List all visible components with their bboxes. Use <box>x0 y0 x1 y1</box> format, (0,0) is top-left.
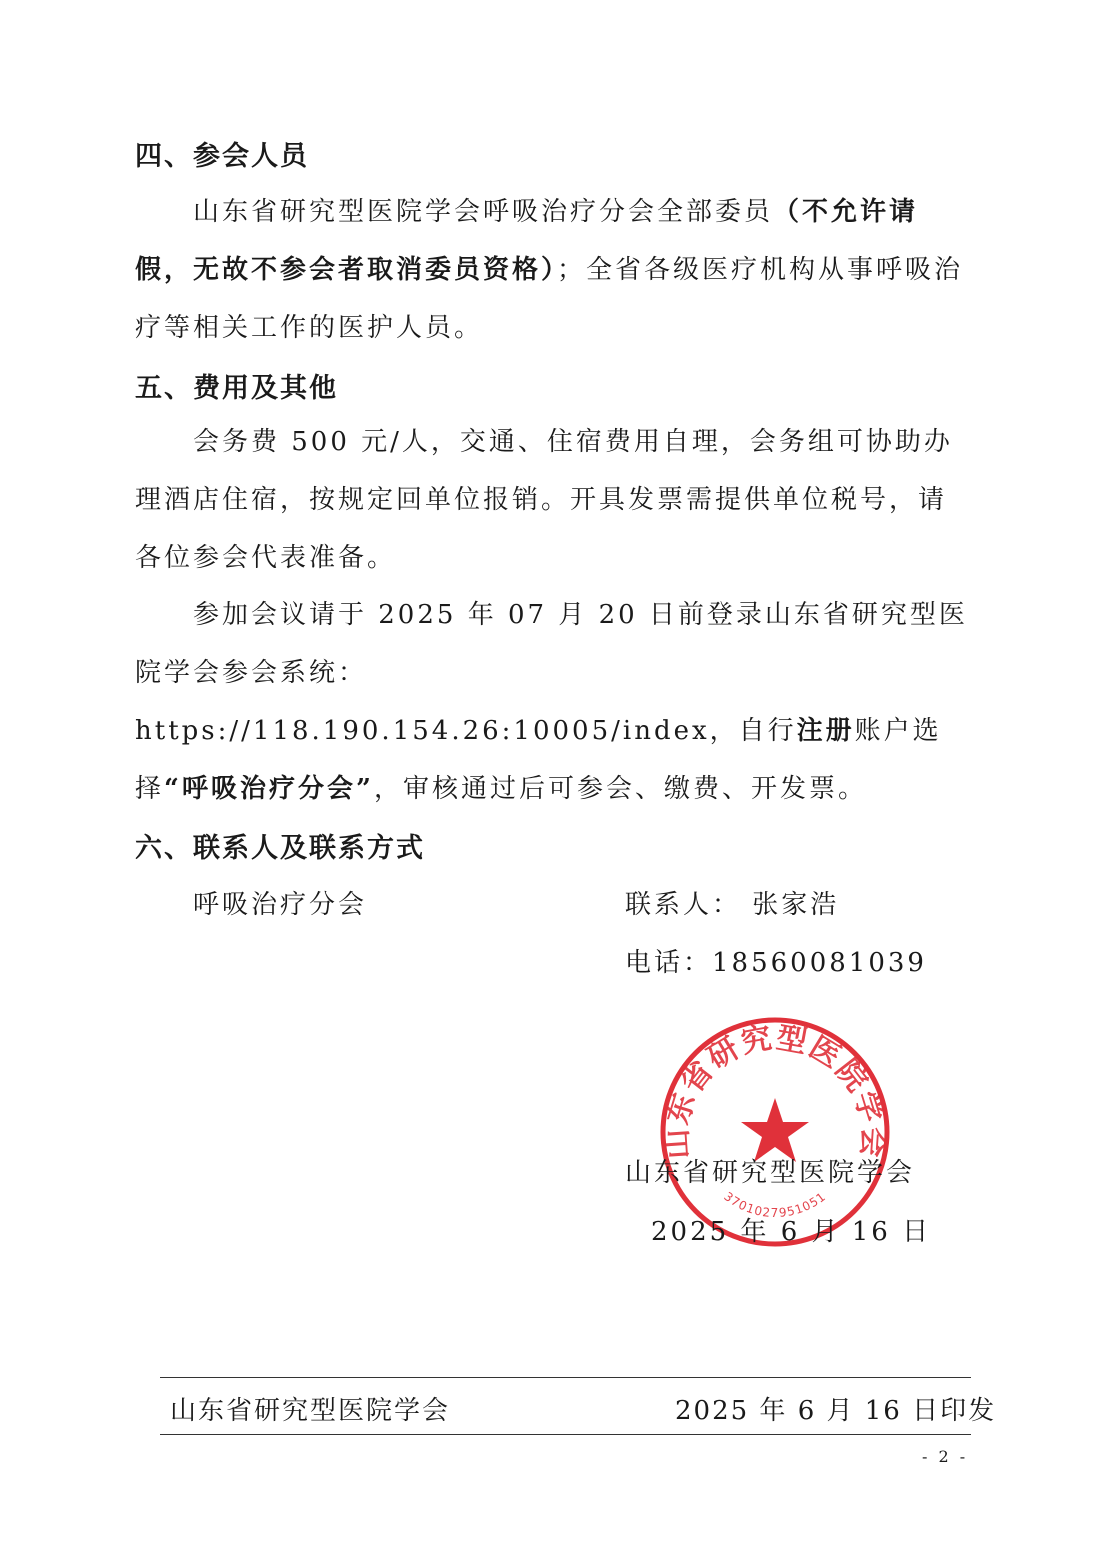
section5-heading: 五、费用及其他 <box>135 373 338 404</box>
footer-issue-date: 2025 年 6 月 16 日印发 <box>675 1396 997 1426</box>
page-number: - 2 - <box>922 1447 969 1466</box>
section4-text-a: 山东省研究型医院学会呼吸治疗分会全部委员 <box>193 197 774 227</box>
section6-heading: 六、联系人及联系方式 <box>135 833 425 864</box>
contact-organization: 呼吸治疗分会 <box>193 890 368 920</box>
section4-paragraph <box>135 183 970 357</box>
section5-paragraph-fees <box>135 413 970 587</box>
branch-name-bold: “呼吸治疗分会” <box>164 774 374 804</box>
footer-issuer: 山东省研究型医院学会 <box>170 1396 451 1426</box>
signature-date: 2025 年 6 月 16 日 <box>651 1217 932 1247</box>
section5-register-text-c: ，审核通过后可参会、缴费、开发票。 <box>373 774 867 804</box>
section5-register-text-a: 参加会议请于 2025 年 07 月 20 日前登录山东省研究型医院学会参会系统：https://118.190.154.26:10005/index，自行 <box>135 600 968 746</box>
footer-top-rule <box>160 1377 971 1378</box>
section4-text-b: ；全省各级医疗机构从事呼吸治疗等相关工作的医护人员。 <box>135 255 964 343</box>
section4-heading: 四、参会人员 <box>135 141 309 172</box>
footer-bottom-rule <box>160 1434 971 1435</box>
contact-person: 联系人： 张家浩 <box>625 890 840 920</box>
seal-code: 3701027951051 <box>721 1189 829 1220</box>
signature-organization: 山东省研究型医院学会 <box>625 1158 916 1188</box>
contact-phone: 电话：18560081039 <box>625 948 927 978</box>
register-bold: 注册 <box>796 716 855 746</box>
section5-fees-text: 会务费 500 元/人，交通、住宿费用自理，会务组可协助办理酒店住宿，按规定回单位报销。开具发票需提供单位税号，请各位参会代表准备。 <box>135 427 953 573</box>
section5-register-text-b: 账户选择 <box>135 716 942 804</box>
seal-text: 山东省研究型医院学会 <box>659 1020 891 1161</box>
section4-text-bold: （不允许请假，无故不参会者取消委员资格） <box>135 197 919 285</box>
section5-paragraph-register <box>135 586 970 818</box>
